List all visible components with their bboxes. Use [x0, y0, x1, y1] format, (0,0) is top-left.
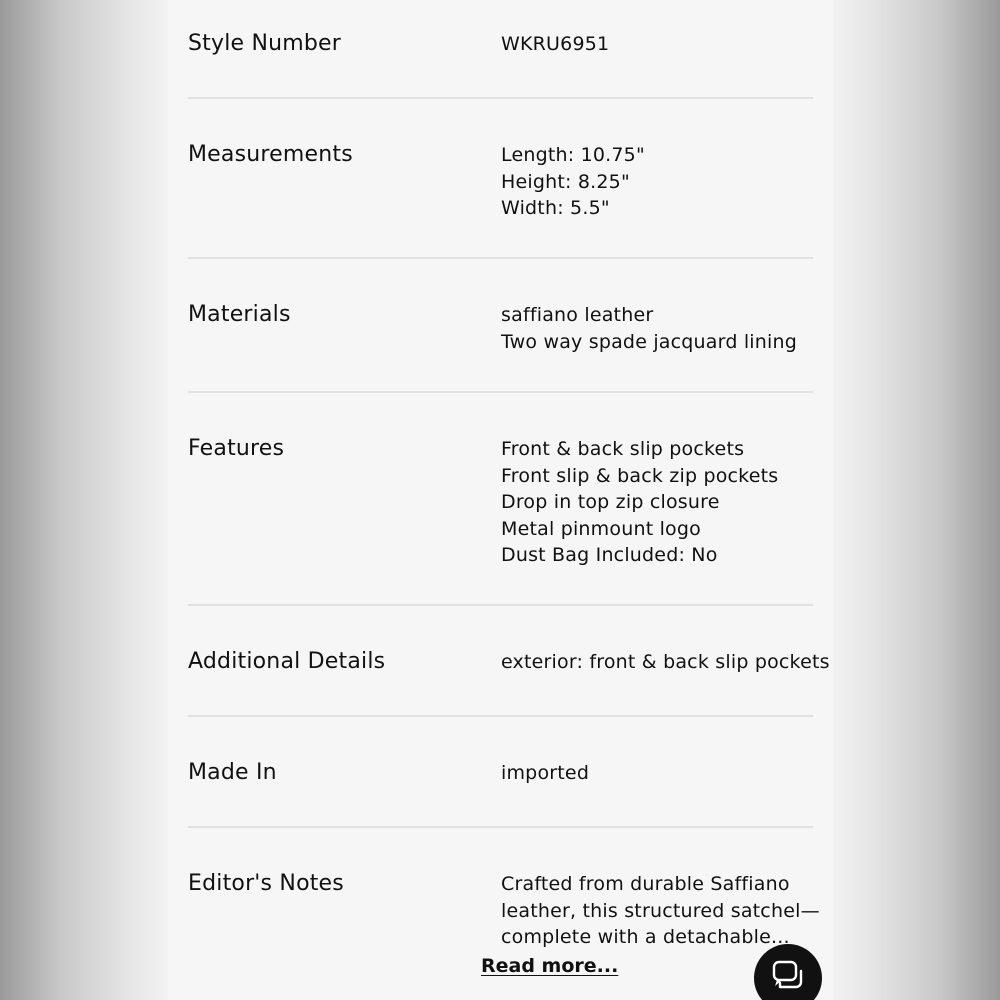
- additional-details-value: [501, 649, 830, 676]
- editors-notes-line: complete with a detachable...: [501, 926, 790, 948]
- divider: [188, 715, 813, 717]
- measurement-length: Length: 10.75": [501, 144, 645, 166]
- made-in-label: Made In: [188, 760, 277, 785]
- style-number-value: [501, 31, 813, 58]
- read-more-link[interactable]: Read more...: [481, 955, 619, 977]
- material-line: Two way spade jacquard lining: [501, 330, 797, 353]
- editors-notes-label: Editor's Notes: [188, 871, 344, 896]
- divider: [188, 604, 813, 606]
- measurement-width: Width: 5.5": [501, 197, 610, 219]
- editors-notes-line: leather, this structured satchel—: [501, 899, 820, 922]
- materials-label: Materials: [188, 302, 291, 327]
- style-number-text: WKRU6951: [501, 33, 610, 55]
- feature-line: Front slip & back zip pockets: [501, 464, 779, 487]
- material-line: saffiano leather: [501, 304, 654, 326]
- feature-line: Dust Bag Included: No: [501, 544, 718, 566]
- divider: [188, 391, 813, 393]
- product-details-panel: [168, 0, 833, 1000]
- materials-value: [501, 302, 813, 355]
- additional-details-text: exterior: front & back slip pockets: [501, 651, 830, 673]
- chat-bubbles-icon: [771, 959, 805, 993]
- feature-line: Front & back slip pockets: [501, 438, 745, 460]
- features-value: [501, 436, 813, 569]
- feature-line: Drop in top zip closure: [501, 491, 720, 513]
- additional-details-label: Additional Details: [188, 649, 386, 674]
- made-in-value: [501, 760, 813, 787]
- feature-line: Metal pinmount logo: [501, 517, 701, 540]
- measurements-value: [501, 142, 813, 222]
- made-in-text: imported: [501, 762, 590, 784]
- measurements-label: Measurements: [188, 142, 353, 167]
- features-label: Features: [188, 436, 285, 461]
- editors-notes-value: [501, 871, 820, 951]
- measurement-height: Height: 8.25": [501, 170, 630, 193]
- divider: [188, 97, 813, 99]
- editors-notes-line: Crafted from durable Saffiano: [501, 873, 790, 895]
- divider: [188, 826, 813, 828]
- divider: [188, 257, 813, 259]
- style-number-label: Style Number: [188, 31, 342, 56]
